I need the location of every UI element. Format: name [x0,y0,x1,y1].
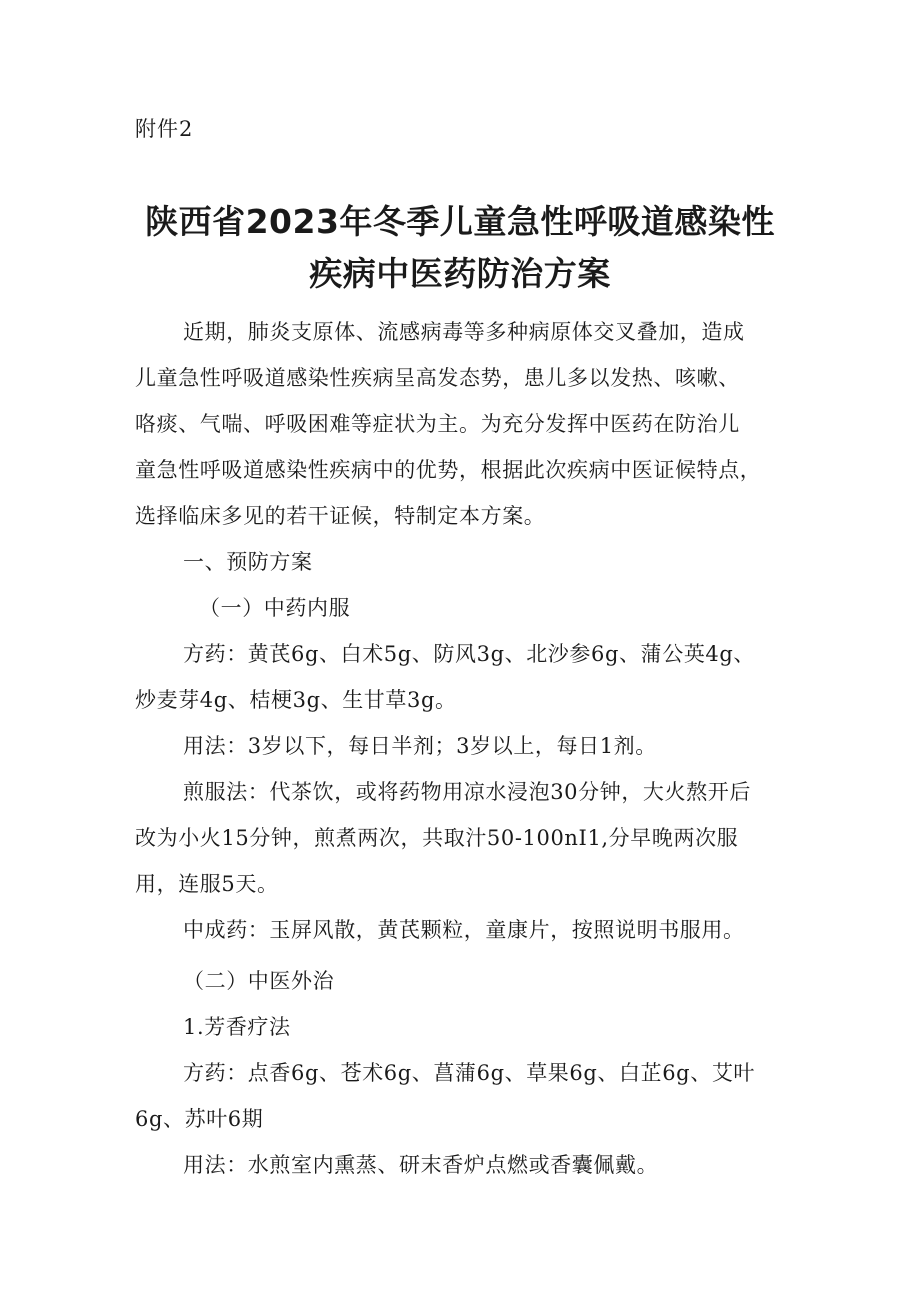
prescription-line-2: 炒麦芽4g、桔梗3g、生甘草3g。 [135,688,457,712]
intro-line-2: 儿童急性呼吸道感染性疾病呈高发态势，患儿多以发热、咳嗽、 [135,366,740,390]
subsection-1-heading: （一）中药内服 [199,596,351,620]
intro-line-1: 近期，肺炎支原体、流感病毒等多种病原体交叉叠加，造成 [183,320,745,344]
decoction-line-2: 改为小火15分钟，煎煮两次，共取汁50-100nI1,分早晚两次服 [135,826,739,850]
patent-medicine-text: 中成药：玉屏风散，黄芪颗粒，童康片，按照说明书服用。 [183,918,745,942]
document-title-line-2: 疾病中医药防治方案 [309,254,611,293]
intro-line-5: 选择临床多见的若干证候，特制定本方案。 [135,504,546,528]
decoction-line-1: 煎服法：代茶饮，或将药物用凉水浸泡30分钟，大火熬开后 [183,780,751,804]
attachment-label: 附件2 [135,117,194,141]
aroma-prescription-line-1: 方药：点香6g、苍术6g、菖蒲6g、草果6g、白芷6g、艾叶 [183,1061,756,1085]
prescription-line-1: 方药：黄芪6g、白术5g、防风3g、北沙参6g、蒲公英4g、 [183,642,756,666]
intro-line-3: 咯痰、气喘、呼吸困难等症状为主。为充分发挥中医药在防治儿 [135,412,740,436]
decoction-line-3: 用，连服5天。 [135,872,279,896]
section-1-heading: 一、预防方案 [183,550,313,574]
subsection-2-heading: （二）中医外治 [183,969,335,993]
aroma-usage-text: 用法：水煎室内熏蒸、研末香炉点燃或香囊佩戴。 [183,1153,659,1177]
intro-line-4: 童急性呼吸道感染性疾病中的优势，根据此次疾病中医证候特点， [135,458,762,482]
document-title-line-1: 陕西省2023年冬季儿童急性呼吸道感染性 [145,202,775,241]
method-1-heading: 1.芳香疗法 [183,1015,291,1039]
usage-text: 用法：3岁以下，每日半剂；3岁以上，每日1剂。 [183,734,657,758]
aroma-prescription-line-2: 6g、苏叶6期 [135,1107,264,1131]
